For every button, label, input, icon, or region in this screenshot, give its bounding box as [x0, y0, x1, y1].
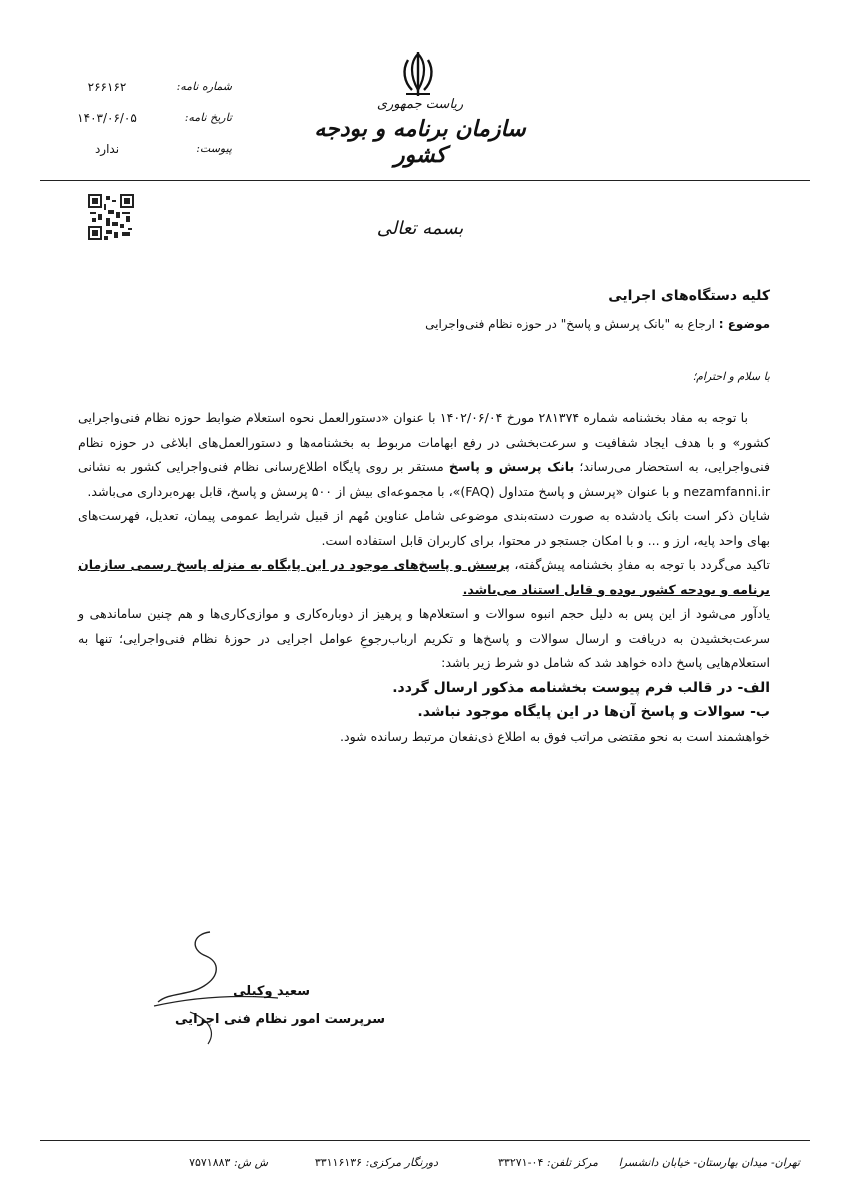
official-answer-statement: پرسش و پاسخ‌های موجود در این پایگاه به منزله پاسخ رسمی سازمان برنامه و بودجه کشور بوده و قابل استناد می‌باشد. [78, 557, 770, 597]
attachment-row [72, 142, 232, 162]
letter-number-value: ۲۶۶۱۶۲ [87, 80, 127, 94]
subject-text: ارجاع به "بانک پرسش و پاسخ" در حوزه نظام فنی‌واجرایی [425, 317, 719, 331]
footer-address-text: تهران- میدان بهارستان- خیابان دانشسرا [618, 1156, 800, 1169]
faq-bank-name: بانک پرسش و پاسخ [448, 459, 575, 474]
paragraph-3 [78, 553, 770, 602]
recipient: کلیه دستگاه‌های اجرایی [608, 288, 770, 304]
attachment-value: ندارد [94, 142, 120, 156]
signatory-name: سعید وکیلی [233, 984, 310, 999]
footer-address [619, 1156, 800, 1169]
condition-a: الف- در قالب فرم پیوست بخشنامه مذکور ارسال گردد. [392, 679, 770, 696]
salutation: با سلام و احترام؛ [692, 370, 770, 383]
paragraph-3-text: تاکید می‌گردد با توجه به مفادِ بخشنامه پیش‌گفته، [509, 557, 770, 572]
letter-date-value: ۱۴۰۳/۰۶/۰۵ [77, 111, 137, 125]
paragraph-1 [78, 406, 770, 504]
paragraph-2: شایان ذکر است بانک یادشده به صورت دسته‌بندی موضوعی شامل عناوین مُهم از قبیل شرایط عمومی پیمان، تعدیل، فهرست‌های بهای واحد پایه، ارز و ... و با امکان جستجو در محتوا، برای کاربران قابل استفاده است. [78, 508, 770, 548]
letter-number-label: شماره نامه: [176, 80, 232, 93]
iran-emblem-icon [396, 50, 440, 100]
header-divider [40, 180, 810, 181]
paragraph-4: یادآور می‌شود از این پس به دلیل حجم انبوه سوالات و استعلام‌ها و پرهیز از دوباره‌کاری و موازی‌کاری‌ها و هم چنین ساماندهی و سرعت‌بخشیدن به دریافت و ارسال سوالات و پاسخ‌ها و تکریم ارباب‌رجوعِ عوامل اجرایی در حوزهٔ نظام فنی‌واجرایی؛ تنها به استعلام‌هایی پاسخ داده خواهد شد که شامل دو شرط زیر باشد: [78, 606, 770, 670]
qr-code-icon [88, 194, 134, 240]
paragraph-1-text-a: با توجه به مفاد بخشنامه شماره ۲۸۱۳۷۴ مورخ ۱۴۰۲/۰۶/۰۴ با عنوان «دستورالعمل نحوه استعلام ضوابط حوزه نظام فنی‌واجرایی کشور» و با هدف ایجاد شفافیت و سرعت‌بخشی در رفع ابهامات مربوط به بخشنامه‌ها و دستورالعمل‌های ابلاغی در حوزه نظام فنی‌واجرایی، به استحضار می‌رساند؛ [78, 410, 771, 474]
letter-body [78, 406, 770, 749]
paragraph-1-text-b: مستقر بر روی پایگاه اطلاع‌رسانی نظام فنی‌واجرایی کشور به نشانی nezamfanni.ir و با عنوان «پرسش و پاسخ متداول (FAQ)»، با مجموعه‌ای بیش از ۵۰۰ پرسش و پاسخ، قابل بهره‌برداری می‌باشد. [78, 459, 770, 499]
footer-fax [315, 1156, 438, 1169]
letter-date-label: تاریخ نامه: [184, 111, 232, 124]
org-subtitle: ریاست جمهوری [376, 97, 464, 112]
footer-fax-value: ۳۳۱۱۶۱۳۶ [314, 1156, 366, 1169]
footer-postal-value: ۷۵۷۱۸۸۳ [189, 1156, 234, 1169]
subject-label: موضوع : [718, 317, 770, 331]
condition-b: ب- سوالات و پاسخ آن‌ها در این پایگاه موجود نباشد. [417, 704, 770, 720]
footer-divider [40, 1140, 810, 1141]
footer-phone [498, 1156, 598, 1169]
subject-line [425, 317, 770, 331]
footer-postal-label: ش ش: [233, 1156, 268, 1169]
footer-postal [189, 1156, 268, 1169]
org-name: سازمان برنامه و بودجه کشور [314, 116, 526, 168]
footer-phone-label: مرکز تلفن: [546, 1156, 598, 1169]
footer-phone-value: ۰۴-۳۳۲۷۱ [498, 1156, 547, 1169]
footer-fax-label: دورنگار مرکزی: [365, 1156, 438, 1169]
signatory-title: سرپرست امور نظام فنی اجرایی [175, 1012, 385, 1027]
basmala: بسمه تعالی [376, 218, 464, 239]
letter-date-row [72, 111, 232, 131]
closing-paragraph: خواهشمند است به نحو مقتضی مراتب فوق به اطلاع ذی‌نفعان مرتبط رسانده شود. [339, 728, 770, 744]
attachment-label: پیوست: [196, 142, 232, 155]
letter-number-row [72, 80, 232, 100]
